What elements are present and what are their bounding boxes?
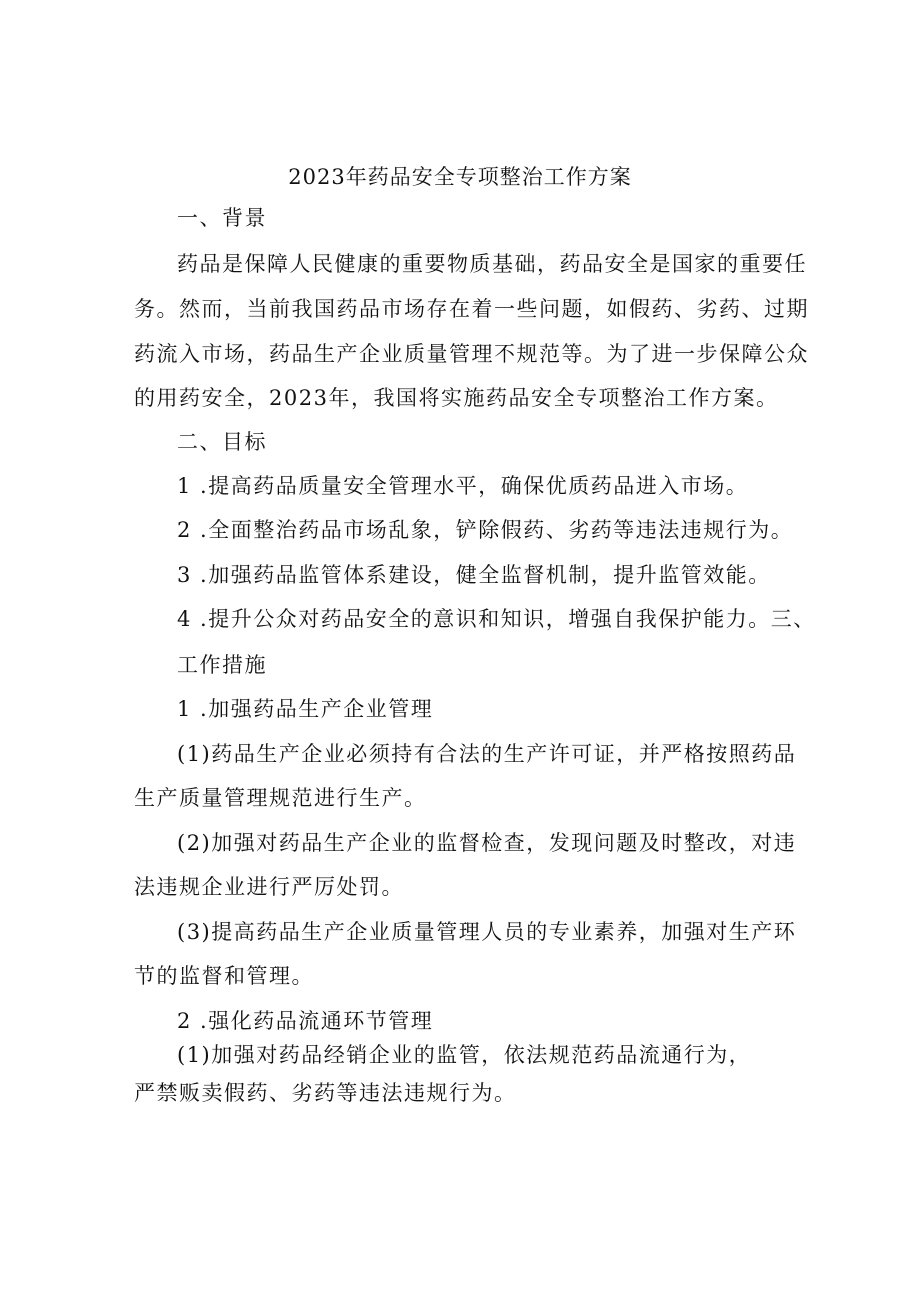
section-heading-measures: 工作措施	[177, 653, 267, 677]
paragraph-line: 法违规企业进行严厉处罚。	[134, 875, 404, 899]
list-item: 3 .加强药品监管体系建设，健全监督机制，提升监管效能。	[177, 563, 771, 587]
paragraph-line: 务。然而，当前我国药品市场存在着一些问题，如假药、劣药、过期	[134, 297, 809, 321]
paragraph-line: 药流入市场，药品生产企业质量管理不规范等。为了进一步保障公众	[134, 342, 809, 366]
list-item: 4 .提升公众对药品安全的意识和知识，增强自我保护能力。三、	[177, 607, 816, 631]
paragraph-line: 生产质量管理规范进行生产。	[134, 786, 427, 810]
paragraph-line: 节的监督和管理。	[134, 964, 314, 988]
paragraph-line: 严禁贩卖假药、劣药等违法违规行为。	[134, 1081, 517, 1105]
subheading: 2 .强化药品流通环节管理	[177, 1009, 434, 1033]
section-heading-goals: 二、目标	[177, 430, 267, 454]
paragraph-line: 的用药安全，2023年，我国将实施药品安全专项整治工作方案。	[134, 386, 779, 410]
document-title: 2023年药品安全专项整治工作方案	[288, 165, 632, 189]
paragraph-line: (1)加强对药品经销企业的监管，依法规范药品流通行为，	[177, 1043, 752, 1067]
subheading: 1 .加强药品生产企业管理	[177, 697, 434, 721]
list-item: 1 .提高药品质量安全管理水平，确保优质药品进入市场。	[177, 474, 749, 498]
paragraph-line: 药品是保障人民健康的重要物质基础，药品安全是国家的重要任	[177, 252, 807, 276]
paragraph-line: (2)加强对药品生产企业的监督检查，发现问题及时整改，对违	[177, 831, 797, 855]
paragraph-line: (3)提高药品生产企业质量管理人员的专业素养，加强对生产环	[177, 920, 797, 944]
list-item: 2 .全面整治药品市场乱象，铲除假药、劣药等违法违规行为。	[177, 518, 794, 542]
section-heading-background: 一、背景	[177, 206, 267, 230]
paragraph-line: (1)药品生产企业必须持有合法的生产许可证，并严格按照药品	[177, 742, 797, 766]
